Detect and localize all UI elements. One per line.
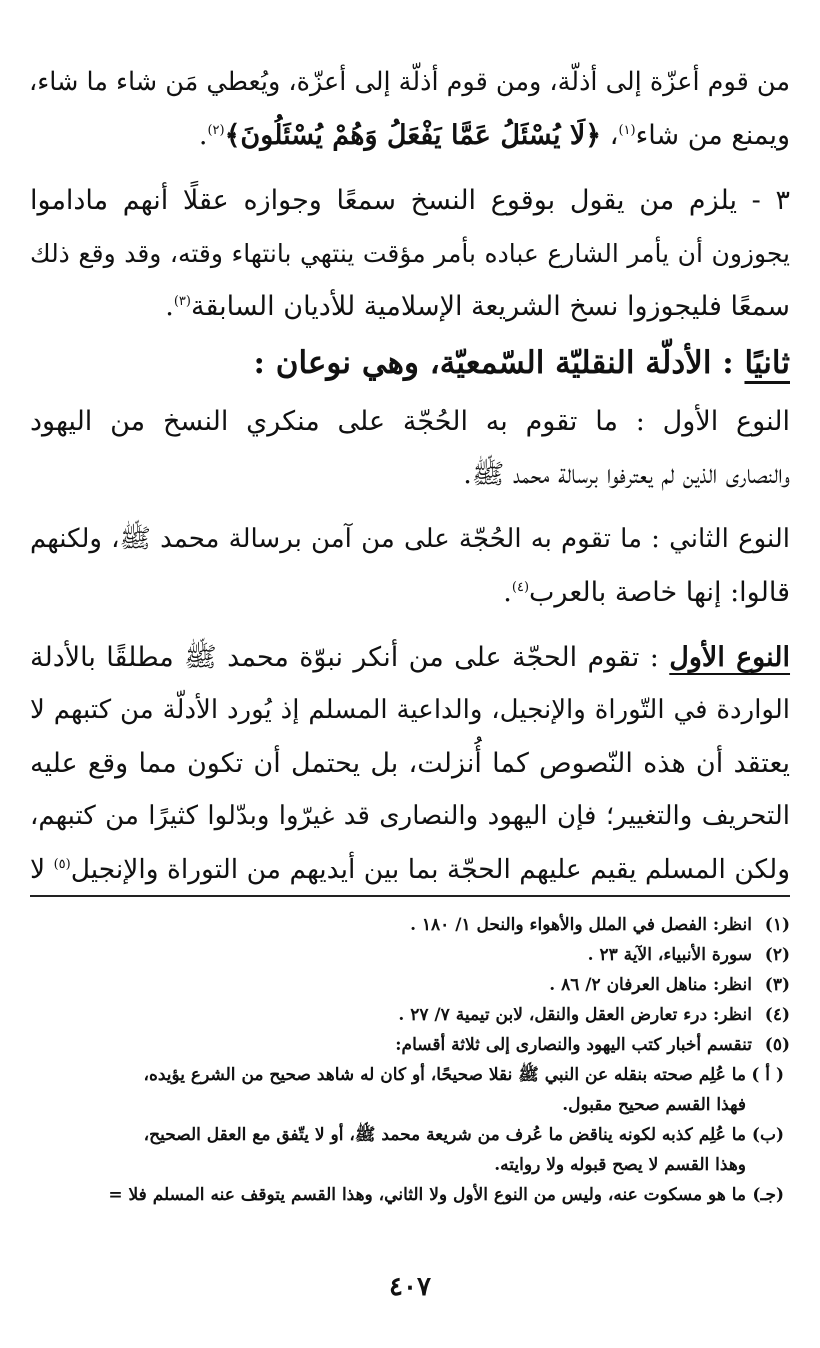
footnote-ref: (١): [618, 123, 636, 138]
text-line: النوع الأول : ما تقوم به الحُجّة على منكري النسخ من اليهود: [30, 406, 790, 437]
subnote-continuation: فهذا القسم صحيح مقبول.: [562, 1095, 746, 1115]
subsection-lead: النوع الأول: [669, 642, 791, 673]
text-span: .: [503, 577, 512, 608]
text-span: ويمنع من شاء: [635, 120, 790, 151]
subnote-item: [30, 1060, 784, 1090]
text-line: [30, 566, 790, 619]
text-line: يجوزون أن يأمر الشارع عباده بأمر مؤقت ينتهي بانتهاء وقته، وقد وقع ذلك: [30, 239, 790, 268]
text-span: .: [198, 120, 208, 151]
footnote-text: انظر: درء تعارض العقل والنقل، لابن تيمية ٧/ ٢٧ .: [398, 1005, 752, 1025]
quran-verse: ﴿لَا يُسْئَلُ عَمَّا يَفْعَلُ وَهُمْ يُسْئَلُونَ﴾: [224, 120, 602, 151]
footnote-item: [30, 970, 790, 1000]
footnote-text: انظر: الفصل في الملل والأهواء والنحل ١/ ١٨٠ .: [410, 915, 752, 935]
text-line: والنصارى الذين لم يعترفوا برسالة محمد ﷺ.: [463, 459, 790, 490]
text-line: من قوم أعزّة إلى أذلّة، ومن قوم أذلّة إلى أعزّة، ويُعطي مَن شاء ما شاء،: [28, 67, 790, 97]
text-line: [30, 843, 790, 896]
footnote-number: (٥): [764, 1035, 790, 1055]
text-span: سمعًا فليجوزوا نسخ الشريعة الإسلامية للأديان السابقة: [190, 291, 790, 322]
footnote-ref: (٤): [511, 580, 530, 595]
footnote-text: سورة الأنبياء، الآية ٢٣ .: [587, 945, 752, 965]
subnote-number: (جـ): [752, 1185, 784, 1205]
paragraph-5: [30, 631, 790, 896]
footnote-ref: (٢): [207, 123, 225, 138]
footnote-item: [30, 1030, 790, 1060]
subnote-text: ما عُلِم كذبه لكونه يناقض ما عُرف من شريعة محمد ﷺ، أو لا يتّفق مع العقل الصحيح،: [143, 1125, 746, 1145]
text-line: [30, 280, 790, 333]
page-number: ٤٠٧: [389, 1272, 431, 1302]
text-line: التحريف والتغيير؛ فإن اليهود والنصارى قد غيرّوا وبدّلوا كثيرًا من كتبهم،: [30, 801, 790, 831]
subnote-item: [30, 1180, 784, 1210]
text-line: [30, 109, 790, 162]
heading-lead: ثانيًا: [744, 345, 790, 381]
footnotes: [30, 910, 790, 1210]
footnote-text: انظر: مناهل العرفان ٢/ ٨٦ .: [549, 975, 752, 995]
footnote-number: (٤): [764, 1005, 790, 1025]
text-line: ٣ - يلزم من يقول بوقوع النسخ سمعًا وجوازه عقلًا أنهم ماداموا: [30, 185, 790, 216]
text-span: : تقوم الحجّة على من أنكر نبوّة محمد ﷺ مطلقًا بالأدلة: [30, 642, 659, 673]
footnote-ref: (٣): [173, 294, 191, 309]
footnote-text: تنقسم أخبار كتب اليهود والنصارى إلى ثلاثة أقسام:: [395, 1035, 752, 1055]
heading-rest: : الأدلّة النقليّة السّمعيّة، وهي نوعان :: [253, 345, 734, 381]
footnote-number: (٣): [764, 975, 790, 995]
footnote-divider: [30, 895, 790, 897]
paragraph-2: [30, 174, 790, 333]
text-span: ،: [609, 120, 619, 151]
footnote-item: [30, 940, 790, 970]
text-line: [30, 631, 790, 684]
footnote-item: [30, 910, 790, 940]
text-span: ولكن المسلم يقيم عليهم الحجّة بما بين أيديهم من التوراة والإنجيل: [70, 854, 790, 885]
subnote-number: ( أ ): [751, 1065, 784, 1085]
footnote-number: (١): [764, 915, 790, 935]
footnote-ref: (٥): [53, 857, 71, 873]
paragraph-1: [30, 56, 790, 162]
subnote-text: ما هو مسكوت عنه، وليس من النوع الأول ولا الثاني، وهذا القسم يتوقف عنه المسلم فلا =: [108, 1185, 746, 1205]
footnote-number: (٢): [764, 945, 790, 965]
text-span: قالوا: إنها خاصة بالعرب: [529, 577, 790, 608]
subnote-number: (ب): [751, 1125, 784, 1145]
text-span: .: [165, 291, 174, 322]
subnote-continuation: وهذا القسم لا يصح قبوله ولا روايته.: [494, 1155, 746, 1175]
text-line: النوع الثاني : ما تقوم به الحُجّة على من آمن برسالة محمد ﷺ، ولكنهم: [30, 524, 791, 554]
text-line: يعتقد أن هذه النّصوص كما أُنزلت، بل يحتمل أن تكون مما وقع عليه: [30, 748, 790, 779]
text-span: لا: [30, 854, 54, 885]
paragraph-4: [30, 513, 790, 619]
footnote-item: [30, 1000, 790, 1030]
paragraph-3: [30, 395, 790, 501]
subnote-item: [30, 1120, 784, 1150]
text-line: الواردة في التّوراة والإنجيل، والداعية المسلم إذ يُورد الأدلّة من كتبهم لا: [30, 695, 790, 725]
subnote-text: ما عُلِم صحته بنقله عن النبي ﷺ نقلا صحيحًا، أو كان له شاهد صحيح من الشرع يؤيده،: [143, 1065, 746, 1085]
section-heading: [30, 335, 790, 391]
